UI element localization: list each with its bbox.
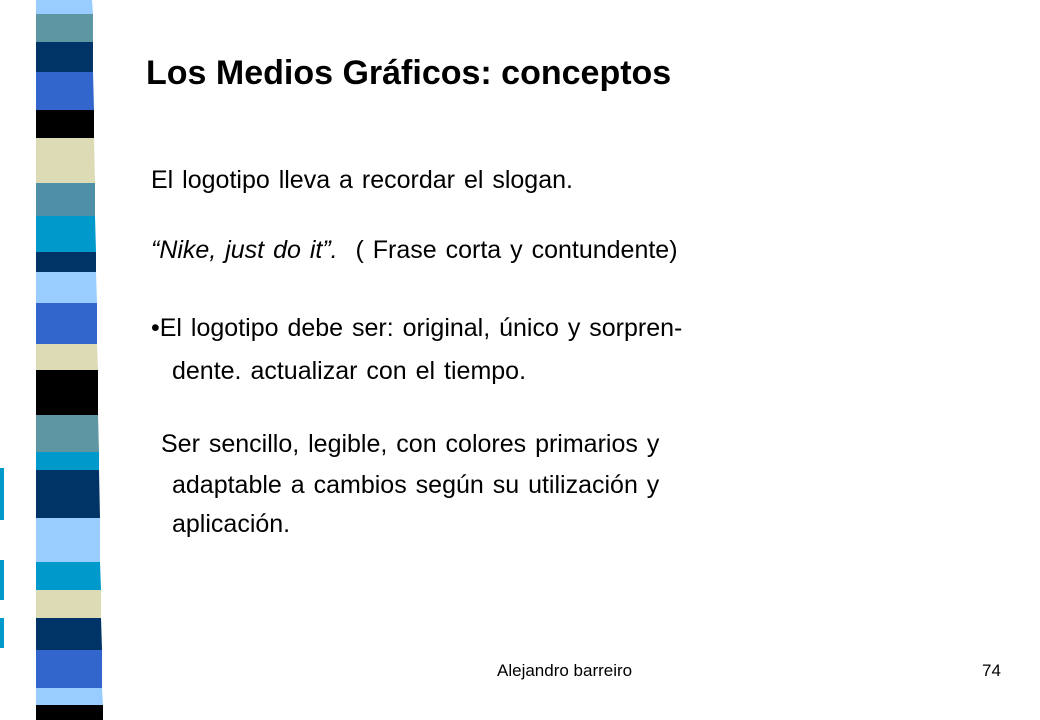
nike-slogan-quote: “Nike, just do it”. (151, 236, 338, 264)
stripe-band (36, 452, 99, 470)
body-line-nike-quote (151, 236, 678, 265)
stripe-band (36, 470, 100, 518)
edge-sliver (0, 468, 4, 520)
body-line-adaptable: adaptable a cambios según su utilización y (172, 471, 660, 499)
stripe-band (36, 42, 93, 72)
stripe-band (36, 183, 95, 216)
stripe-band (36, 216, 96, 252)
stripe-band (36, 138, 95, 183)
stripe-band (36, 518, 100, 562)
stripe-band (36, 618, 102, 650)
stripe-band (36, 303, 97, 344)
body-line-aplicacion: aplicación. (172, 510, 291, 538)
body-line-sencillo: Ser sencillo, legible, con colores primarios y (161, 430, 660, 458)
stripe-band (36, 688, 103, 705)
stripe-band (36, 370, 98, 415)
stripe-band (36, 705, 103, 720)
slide-title: Los Medios Gráficos: conceptos (146, 54, 672, 92)
stripe-band (36, 590, 101, 618)
slogan-note: ( Frase corta y contundente) (337, 236, 678, 264)
stripe-band (36, 252, 96, 272)
decorative-stripe-bar (0, 0, 120, 720)
stripe-band (36, 110, 94, 138)
stripe-band (36, 562, 101, 590)
stripe-band (36, 0, 93, 14)
edge-sliver (0, 618, 4, 648)
stripe-band (36, 14, 93, 42)
body-line-logotipo-slogan: El logotipo lleva a recordar el slogan. (151, 166, 573, 194)
stripe-band (36, 72, 94, 110)
edge-sliver (0, 560, 4, 600)
stripe-band (36, 415, 99, 452)
stripe-band (36, 272, 97, 303)
footer-author: Alejandro barreiro (497, 661, 633, 680)
stripe-band (36, 344, 98, 370)
stripe-band (36, 650, 102, 688)
bullet-item-original: •El logotipo debe ser: original, único y sorpren- (151, 314, 683, 342)
page-number: 74 (982, 661, 1001, 680)
bullet-item-continuation: dente. actualizar con el tiempo. (172, 357, 527, 385)
